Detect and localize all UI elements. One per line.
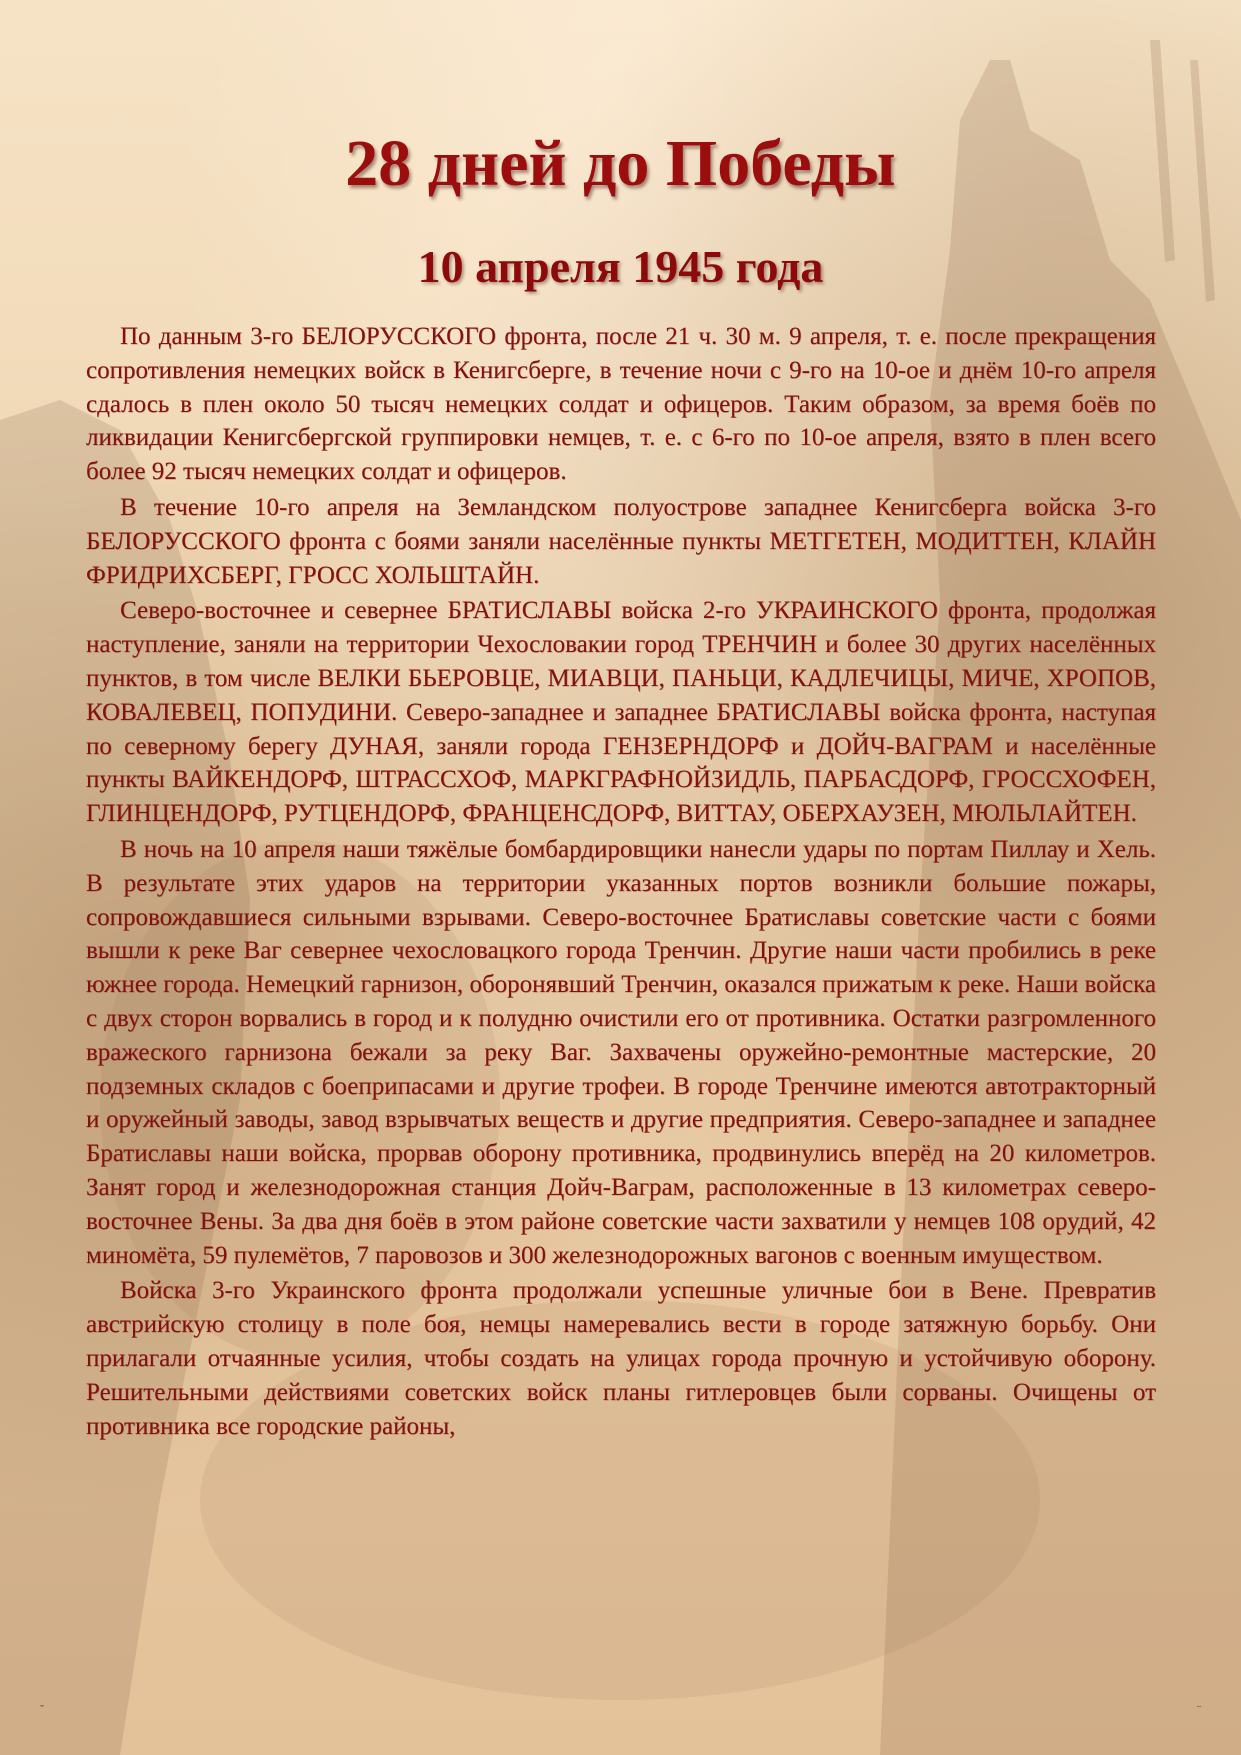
paragraph: По данным 3-го БЕЛОРУССКОГО фронта, после 21 ч. 30 м. 9 апреля, т. е. после прекращения сопротивления немецких войск в Кенигсберге, в течение ночи с 9-го на 10-ое и днём 10-го апреля сдалось в плен около 50 тысяч немецких солдат и офицеров. Таким образом, за время боёв по ликвидации Кенигсбергской группировки немцев, т. е. с 6-го по 10-ое апреля, взято в плен всего более 92 тысяч немецких солдат и офицеров. [86,323,1156,486]
paragraph: В течение 10-го апреля на Земландском полуострове западнее Кенигсберга войска 3-го БЕЛОРУССКОГО фронта с боями заняли населённые пункты МЕТГЕТЕН, МОДИТТЕН, КЛАЙН ФРИДРИХСБЕРГ, ГРОСС ХОЛЬШТАЙН. [86,493,1156,589]
page-title: 28 дней до Победы [345,127,896,200]
corner-mark-right: ¨ [1197,1702,1201,1716]
paragraph: Северо-восточнее и севернее БРАТИСЛАВЫ войска 2-го УКРАИНСКОГО фронта, продолжая наступление, заняли на территории Чехословакии город ТРЕНЧИН и более 30 других населённых пунктов, в том числе ВЕЛКИ БЬЕРОВЦЕ, МИАВЦИ, ПАНЬЦИ, КАДЛЕЧИЦЫ, МИЧЕ, ХРОПОВ, КОВАЛЕВЕЦ, ПОПУДИНИ. Северо-западнее и западнее БРАТИСЛАВЫ войска фронта, наступая по северному берегу ДУНАЯ, заняли города ГЕНЗЕРНДОРФ и ДОЙЧ-ВАГРАМ и населённые пункты ВАЙКЕНДОРФ, ШТРАССХОФ, МАРКГРАФНОЙЗИДЛЬ, ПАРБАСДОРФ, ГРОССХОФЕН, ГЛИНЦЕНДОРФ, РУТЦЕНДОРФ, ФРАНЦЕНСДОРФ, ВИТТАУ, ОБЕРХАУЗЕН, МЮЛЬЛАЙТЕН. [86,597,1156,828]
corner-mark-left: ˘ [40,1702,44,1716]
paragraph: Войска 3-го Украинского фронта продолжали успешные уличные бои в Вене. Превратив австрийскую столицу в поле боя, немцы намеревались вести в городе затяжную борьбу. Они прилагали отчаянные усилия, чтобы создать на улицах города прочную и устойчивую оборону. Решительными действиями советских войск планы гитлеровцев были сорваны. Очищены от противника все городские районы, [86,1277,1156,1440]
article-body [86,320,1156,1445]
page-subtitle: 10 апреля 1945 года [417,241,824,292]
paragraph: В ночь на 10 апреля наши тяжёлые бомбардировщики нанесли удары по портам Пиллау и Хель. В результате этих ударов на территории указанных портов возникли большие пожары, сопровождавшиеся сильными взрывами. Северо-восточнее Братиславы советские части с боями вышли к реке Ваг севернее чехословацкого города Тренчин. Другие наши части пробились в реке южнее города. Немецкий гарнизон, оборонявший Тренчин, оказался прижатым к реке. Наши войска с двух сторон ворвались в город и к полудню очистили его от противника. Остатки разгромленного вражеского гарнизона бежали за реку Ваг. Захвачены оружейно-ремонтные мастерские, 20 подземных складов с боеприпасами и другие трофеи. В городе Тренчине имеются автотракторный и оружейный заводы, завод взрывчатых веществ и другие предприятия. Северо-западнее и западнее Братиславы наши войска, прорвав оборону противника, продвинулись вперёд на 20 километров. Занят город и железнодорожная станция Дойч-Ваграм, расположенные в 13 километрах северо-восточнее Вены. За два дня боёв в этом районе советские части захватили у немцев 108 орудий, 42 миномёта, 59 пулемётов, 7 паровозов и 300 железнодорожных вагонов с военным имуществом. [86,835,1156,1269]
